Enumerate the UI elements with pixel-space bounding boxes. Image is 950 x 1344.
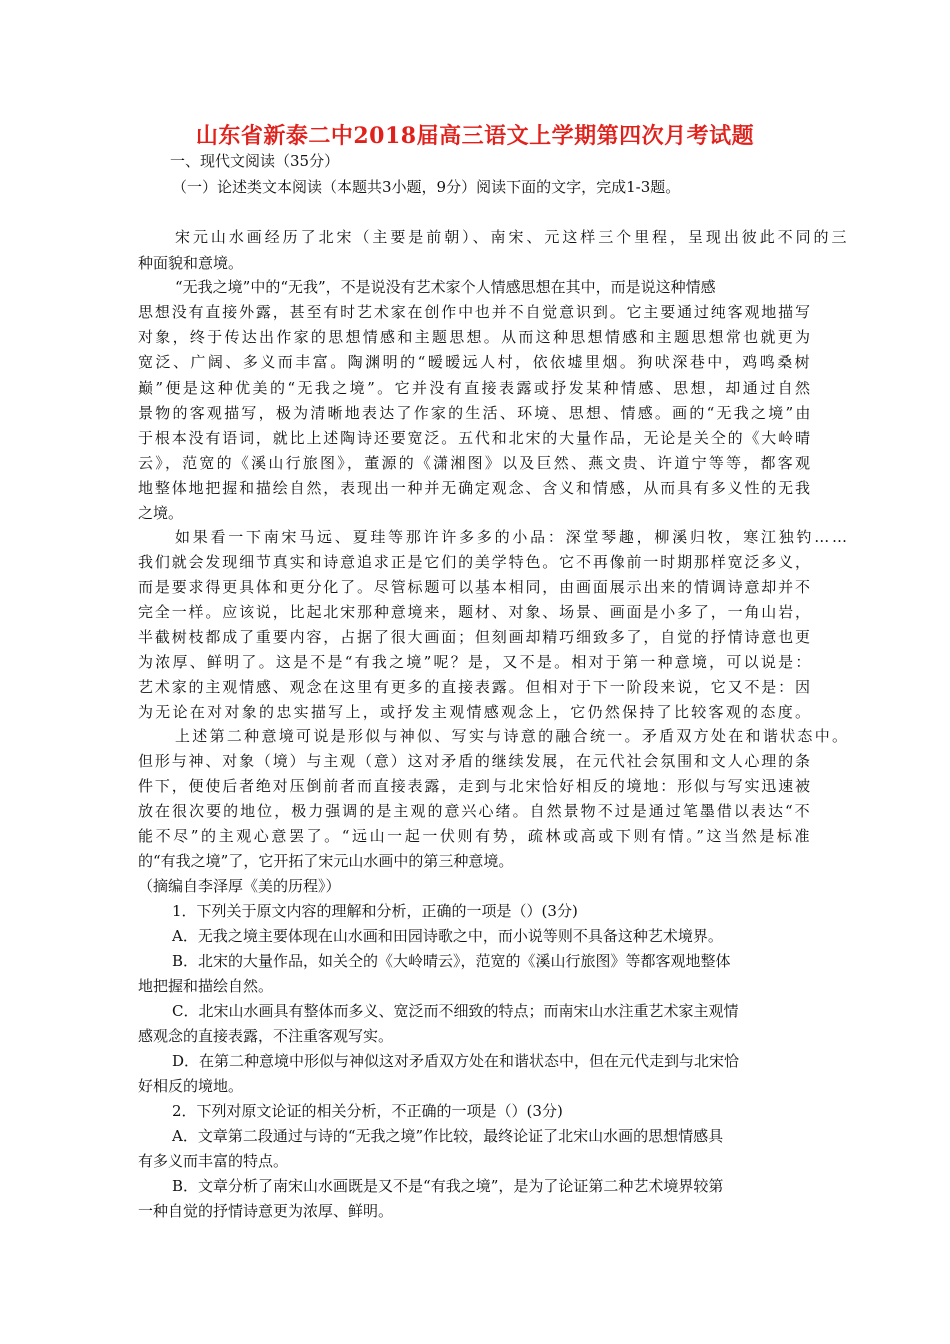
text-line: 一种自觉的抒情诗意更为浓厚、鲜明。 [138, 1202, 394, 1220]
text-line: 思想没有直接外露，甚至有时艺术家在创作中也并不自觉意识到。它主要通过纯客观地描写 [138, 303, 812, 321]
text-line: D．在第二种意境中形似与神似这对矛盾双方处在和谐状态中，但在元代走到与北宋恰 [172, 1052, 740, 1070]
text-line: “无我之境”中的“无我”，不是说没有艺术家个人情感思想在其中，而是说这种情感 [175, 278, 716, 296]
text-line: 种面貌和意境。 [138, 254, 244, 272]
text-line: 为无论在对对象的忠实描写上，或抒发主观情感观念上，它仍然保持了比较客观的态度。 [138, 703, 813, 721]
text-line: 1．下列关于原文内容的理解和分析，正确的一项是（）(3分) [172, 902, 578, 920]
text-line: 完全一样。应该说，比起北宋那种意境来，题材、对象、场景、画面是小多了，一角山岩， [138, 603, 812, 621]
text-line: 感观念的直接表露，不注重客观写实。 [138, 1027, 394, 1045]
text-line: 宽泛、广阔、多义而丰富。陶渊明的“暧暧远人村，依依墟里烟。狗吠深巷中，鸡鸣桑树 [138, 353, 813, 371]
text-line: 之境。 [138, 504, 184, 522]
text-line: 好相反的境地。 [138, 1077, 244, 1095]
section-subheading: （一）论述类文本阅读（本题共3小题，9分）阅读下面的文字，完成1-3题。 [172, 178, 681, 196]
text-line: 如果看一下南宋马远、夏珪等那许许多多的小品：深堂琴趣，柳溪归牧，寒江独钓…… [175, 528, 850, 546]
text-line: 为浓厚、鲜明了。这是不是“有我之境”呢？是，又不是。相对于第一种意境，可以说是： [138, 653, 813, 671]
text-line: 的“有我之境”了，它开拓了宋元山水画中的第三种意境。 [138, 852, 514, 870]
text-line: 景物的客观描写，极为清晰地表达了作家的生活、环境、思想、情感。画的“无我之境”由 [138, 404, 813, 422]
text-line: 但形与神、对象（境）与主观（意）这对矛盾的继续发展，在元代社会氛围和文人心理的条 [138, 752, 812, 770]
text-line: 2．下列对原文论证的相关分析，不正确的一项是（）(3分) [172, 1102, 563, 1120]
text-line: 我们就会发现细节真实和诗意追求正是它们的美学特色。它不再像前一时期那样宽泛多义， [138, 553, 812, 571]
text-line: 放在很次要的地位，极力强调的是主观的意兴心绪。自然景物不过是通过笔墨借以表达“不 [138, 802, 812, 820]
text-line: 云》，范宽的《溪山行旅图》，董源的《潇湘图》以及巨然、燕文贵、许道宁等等，都客观 [138, 454, 813, 472]
text-line: 地把握和描绘自然。 [138, 977, 274, 995]
document-title: 山东省新泰二中2018届高三语文上学期第四次月考试题 [195, 123, 755, 149]
text-line: 巅”便是这种优美的“无我之境”。它并没有直接表露或抒发某种情感、思想，却通过自然 [138, 379, 813, 397]
text-line: 地整体地把握和描绘自然，表现出一种并无确定观念、含义和情感，从而具有多义性的无我 [138, 479, 812, 497]
text-line: A．文章第二段通过与诗的“无我之境”作比较，最终论证了北宋山水画的思想情感具 [172, 1127, 724, 1145]
text-line: 件下，便使后者绝对压倒前者而直接表露，走到与北宋恰好相反的境地：形似与写实迅速被 [138, 777, 812, 795]
text-line: （摘编自李泽厚《美的历程》） [138, 877, 341, 895]
text-line: 宋元山水画经历了北宋（主要是前朝）、南宋、元这样三个里程，呈现出彼此不同的三 [175, 228, 850, 246]
section-heading: 一、现代文阅读（35分） [170, 152, 340, 170]
text-line: 能不尽”的主观心意罢了。“远山一起一伏则有势，疏林或高或下则有情。”这当然是标准 [138, 827, 813, 845]
text-line: B．北宋的大量作品，如关仝的《大岭晴云》，范宽的《溪山行旅图》等都客观地整体 [172, 952, 731, 970]
text-line: 艺术家的主观情感、观念在这里有更多的直接表露。但相对于下一阶段来说，它又不是：因 [138, 678, 812, 696]
text-line: 有多义而丰富的特点。 [138, 1152, 289, 1170]
text-line: 上述第二种意境可说是形似与神似、写实与诗意的融合统一。矛盾双方处在和谐状态中。 [175, 727, 850, 745]
text-line: A．无我之境主要体现在山水画和田园诗歌之中，而小说等则不具备这种艺术境界。 [172, 927, 723, 945]
text-line: 半截树枝都成了重要内容，占据了很大画面；但刻画却精巧细致多了，自觉的抒情诗意也更 [138, 628, 812, 646]
text-line: 而是要求得更具体和更分化了。尽管标题可以基本相同，由画面展示出来的情调诗意却并不 [138, 578, 812, 596]
text-line: C．北宋山水画具有整体而多义、宽泛而不细致的特点；而南宋山水注重艺术家主观情 [172, 1002, 739, 1020]
text-line: 于根本没有语词，就比上述陶诗还要宽泛。五代和北宋的大量作品，无论是关仝的《大岭晴 [138, 429, 812, 447]
text-line: 对象，终于传达出作家的思想情感和主题思想。从而这种思想情感和主题思想常也就更为 [138, 328, 813, 346]
text-line: B．文章分析了南宋山水画既是又不是“有我之境”，是为了论证第二种艺术境界较第 [172, 1177, 724, 1195]
